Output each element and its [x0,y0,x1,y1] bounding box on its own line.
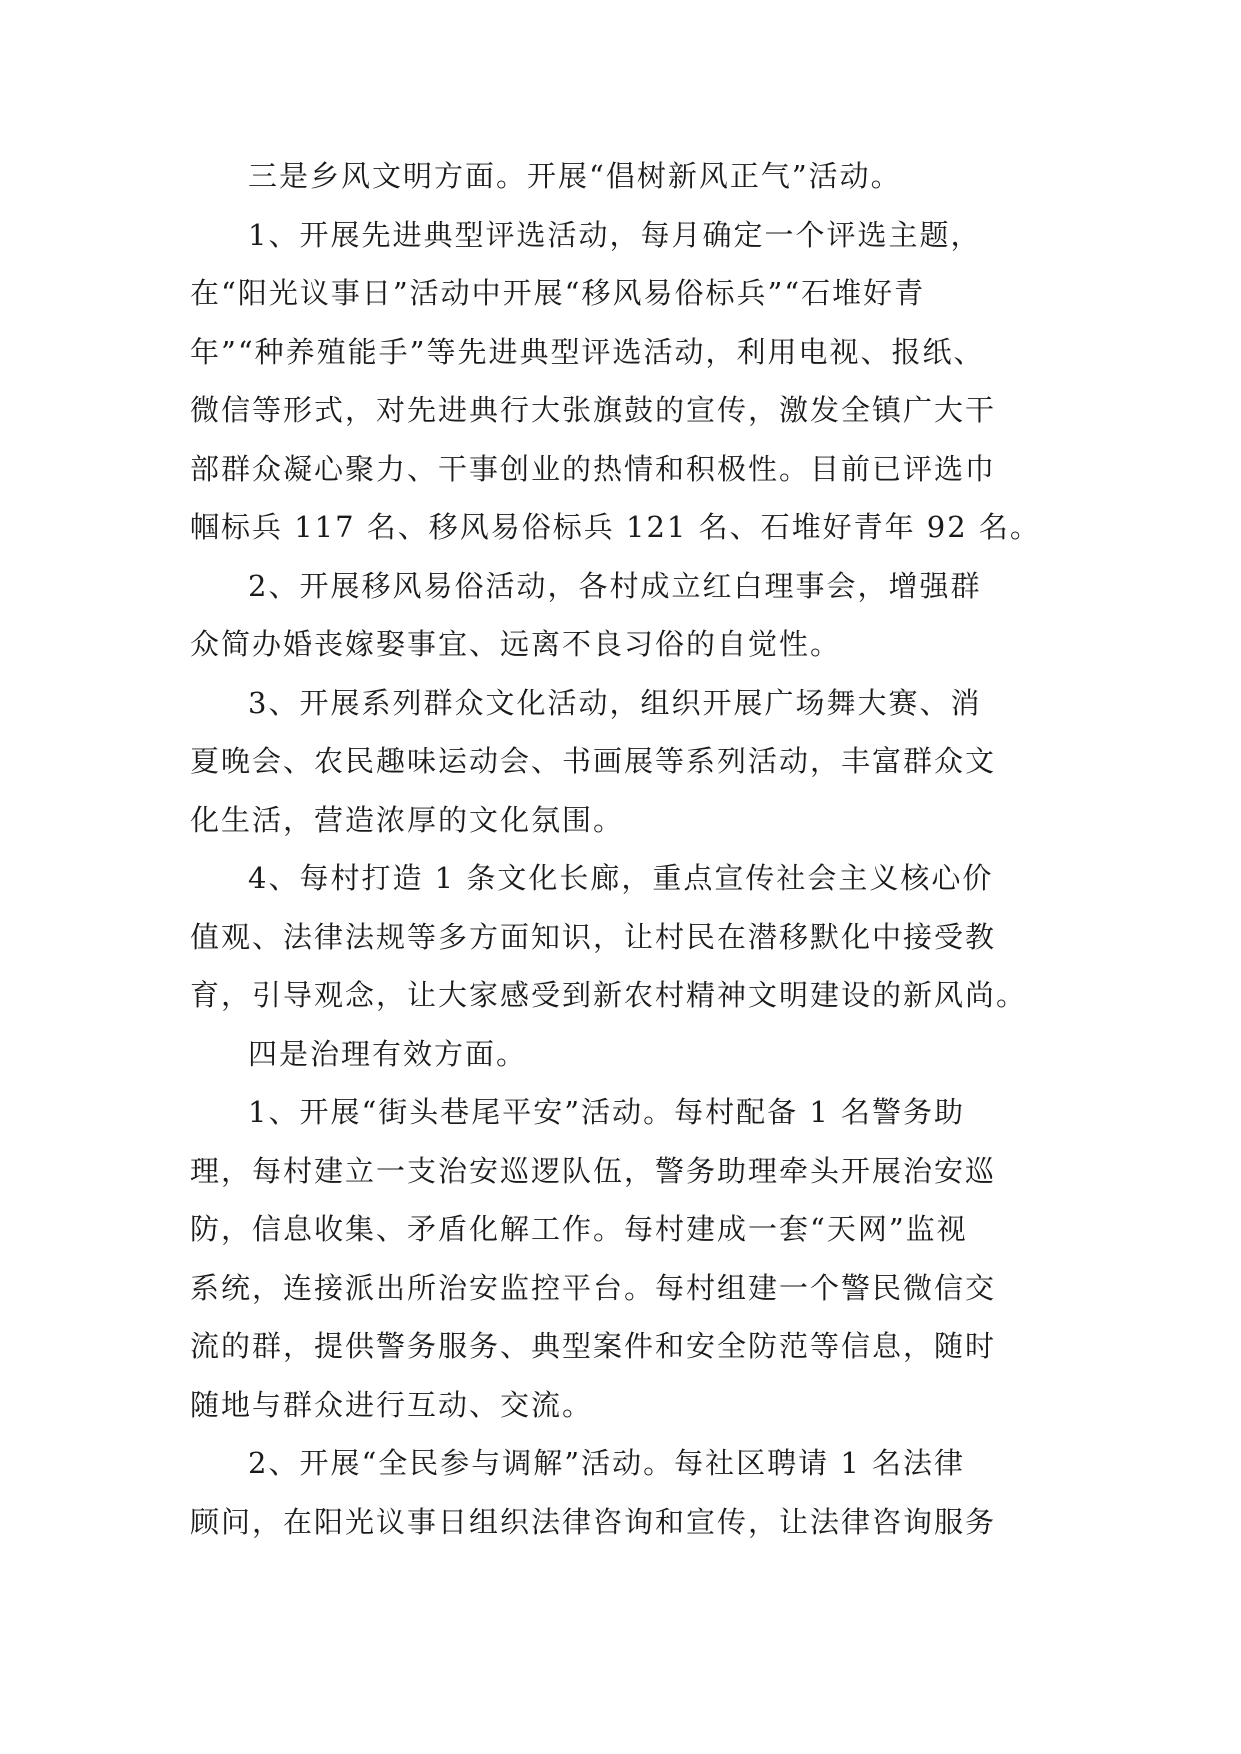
paragraph-cultural-activities: 3、开展系列群众文化活动，组织开展广场舞大赛、消 夏晚会、农民趣味运动会、书画展等系列活动，丰富群众文 化生活，营造浓厚的文化氛围。 [190,685,997,837]
paragraph-customs-reform: 2、开展移风易俗活动，各村成立红白理事会，增强群 众简办婚丧嫁娶事宜、远离不良习俗的自觉性。 [190,568,982,661]
paragraph-section-three-heading: 三是乡风文明方面。开展“倡树新风正气”活动。 [248,159,902,193]
paragraph-section-four-heading: 四是治理有效方面。 [248,1036,528,1071]
document-page [190,147,1060,1551]
paragraph-mediation: 2、开展“全民参与调解”活动。每社区聘请 1 名法律 顾问，在阳光议事日组织法律咨询和宣传，让法律咨询服务 [190,1446,997,1539]
paragraph-model-selection: 1、开展先进典型评选活动，每月确定一个评选主题， 在“阳光议事日”活动中开展“移风易俗标兵”“石堆好青 年”“种养殖能手”等先进典型评选活动，利用电视、报纸、 微信等形式，对先进典行大张旗鼓的宣传，激发全镇广大干 部群众凝心聚力、干事创业的热情和积极性。目前已评选巾 帼标兵 117 名、移风易俗标兵 121 名、石堆好青年 92 名。 [190,217,1041,544]
paragraph-street-safety: 1、开展“街头巷尾平安”活动。每村配备 1 名警务助 理，每村建立一支治安巡逻队伍，警务助理牵头开展治安巡 防，信息收集、矛盾化解工作。每村建成一套“天网”监视 系统，连接派出所治安监控平台。每村组建一个警民微信交 流的群，提供警务服务、典型案件和安全防范等信息，随时 随地与群众进行互动、交流。 [190,1095,997,1422]
paragraph-culture-corridor: 4、每村打造 1 条文化长廊，重点宣传社会主义核心价 值观、法律法规等多方面知识，让村民在潜移默化中接受教 育，引导观念，让大家感受到新农村精神文明建设的新风尚。 [190,861,1028,1012]
